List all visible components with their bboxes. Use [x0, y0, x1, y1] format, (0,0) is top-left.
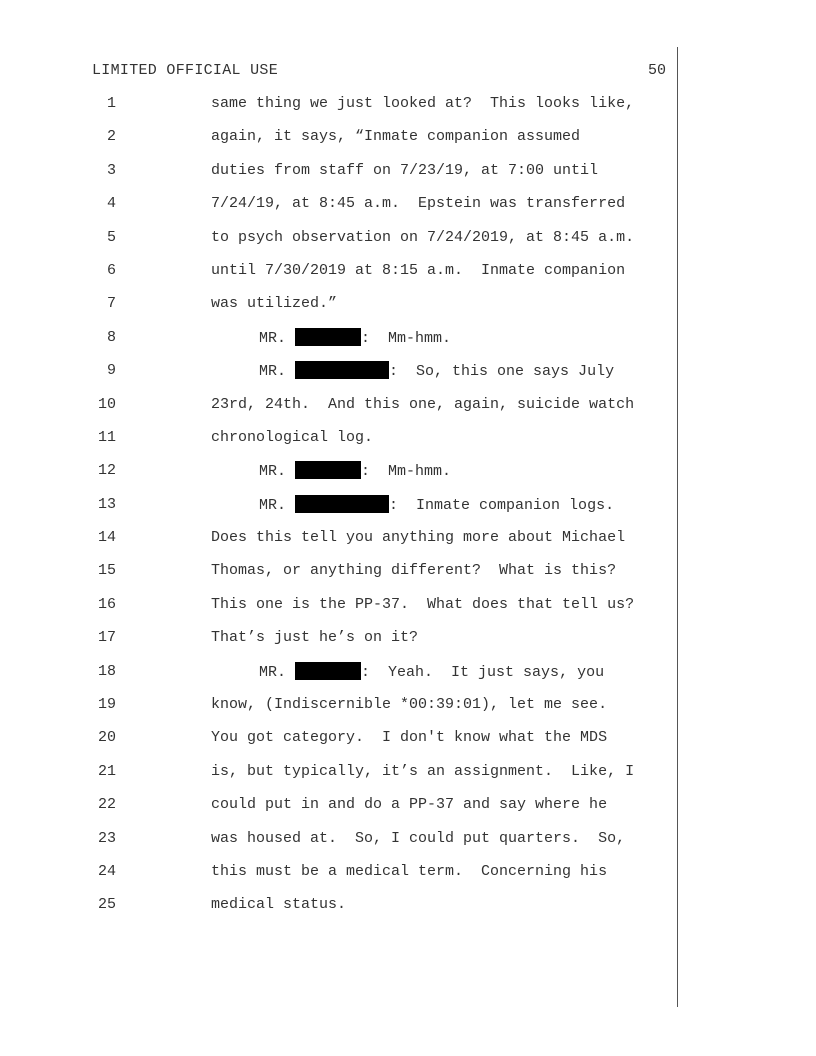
line-text: You got category. I don't know what the MDS — [211, 729, 608, 747]
speaker-title: MR. — [259, 496, 287, 514]
page-header — [92, 61, 666, 81]
transcript-line — [0, 361, 677, 394]
redaction-box — [295, 662, 361, 680]
line-number: 17 — [97, 629, 116, 647]
line-number: 2 — [106, 128, 116, 146]
speaker-text: : Inmate companion logs. — [389, 496, 615, 514]
line-number: 15 — [97, 562, 116, 580]
line-number: 24 — [97, 862, 116, 880]
transcript-line — [0, 795, 677, 828]
line-text: 7/24/19, at 8:45 a.m. Epstein was transferred — [211, 195, 626, 213]
line-number: 14 — [97, 529, 116, 547]
line-text: until 7/30/2019 at 8:15 a.m. Inmate companion — [211, 261, 626, 279]
line-number: 20 — [97, 729, 116, 747]
transcript-line — [0, 495, 677, 528]
speaker-title: MR. — [259, 363, 287, 381]
line-number: 18 — [97, 662, 116, 680]
transcript-line — [0, 461, 677, 494]
line-text: could put in and do a PP-37 and say where he — [211, 796, 608, 814]
transcript-line — [0, 194, 677, 227]
line-number: 8 — [106, 328, 116, 346]
line-text: was housed at. So, I could put quarters. So, — [211, 829, 626, 847]
transcript-line — [0, 895, 677, 928]
transcript-line — [0, 428, 677, 461]
line-number: 10 — [97, 395, 116, 413]
speaker-text: : Mm-hmm. — [361, 463, 452, 481]
speaker-text: : So, this one says July — [389, 363, 615, 381]
line-text: That’s just he’s on it? — [211, 629, 419, 647]
redaction-box — [295, 361, 389, 379]
transcript-line — [0, 294, 677, 327]
line-number: 7 — [106, 295, 116, 313]
line-number: 1 — [106, 95, 116, 112]
line-text: 23rd, 24th. And this one, again, suicide watch — [211, 395, 635, 413]
line-number: 21 — [97, 762, 116, 780]
transcript-body — [0, 94, 677, 929]
speaker-line — [259, 662, 604, 683]
speaker-line — [259, 361, 614, 382]
line-number: 11 — [97, 428, 116, 446]
transcript-line — [0, 161, 677, 194]
redaction-box — [295, 461, 361, 479]
transcript-line — [0, 127, 677, 160]
line-number: 5 — [106, 228, 116, 246]
margin-rule — [677, 47, 678, 1007]
transcript-line — [0, 695, 677, 728]
classification-marking: LIMITED OFFICIAL USE — [92, 62, 279, 79]
line-text: is, but typically, it’s an assignment. Like, I — [211, 762, 635, 780]
transcript-line — [0, 595, 677, 628]
line-number: 19 — [97, 696, 116, 714]
line-text: this must be a medical term. Concerning his — [211, 862, 608, 880]
transcript-line — [0, 728, 677, 761]
line-text: was utilized.” — [211, 295, 338, 313]
speaker-title: MR. — [259, 663, 287, 681]
transcript-line — [0, 628, 677, 661]
transcript-line — [0, 94, 677, 127]
line-text: chronological log. — [211, 428, 374, 446]
line-text: medical status. — [211, 896, 347, 914]
redaction-box — [295, 495, 389, 513]
transcript-line — [0, 862, 677, 895]
speaker-line — [259, 328, 451, 349]
line-text: again, it says, “Inmate companion assumed — [211, 128, 581, 146]
line-text: duties from staff on 7/23/19, at 7:00 until — [211, 161, 599, 179]
line-number: 6 — [106, 261, 116, 279]
transcript-line — [0, 228, 677, 261]
transcript-line — [0, 528, 677, 561]
line-number: 25 — [97, 896, 116, 914]
line-number: 9 — [106, 362, 116, 380]
speaker-text: : Yeah. It just says, you — [361, 663, 605, 681]
speaker-text: : Mm-hmm. — [361, 329, 452, 347]
line-number: 23 — [97, 829, 116, 847]
transcript-line — [0, 829, 677, 862]
line-number: 22 — [97, 796, 116, 814]
line-text: same thing we just looked at? This looks like, — [211, 95, 635, 112]
transcript-line — [0, 762, 677, 795]
line-number: 12 — [97, 462, 116, 480]
speaker-title: MR. — [259, 463, 287, 481]
speaker-line — [259, 495, 614, 516]
speaker-line — [259, 461, 451, 482]
line-number: 4 — [106, 195, 116, 213]
transcript-line — [0, 662, 677, 695]
line-text: This one is the PP-37. What does that tell us? — [211, 595, 635, 613]
line-text: to psych observation on 7/24/2019, at 8:45 a.m. — [211, 228, 635, 246]
line-text: Does this tell you anything more about Michael — [211, 529, 626, 547]
line-number: 16 — [97, 595, 116, 613]
line-number: 3 — [106, 161, 116, 179]
speaker-title: MR. — [259, 329, 287, 347]
transcript-line — [0, 561, 677, 594]
transcript-line — [0, 261, 677, 294]
redaction-box — [295, 328, 361, 346]
line-text: Thomas, or anything different? What is this? — [211, 562, 617, 580]
line-number: 13 — [97, 495, 116, 513]
transcript-line — [0, 328, 677, 361]
transcript-line — [0, 395, 677, 428]
page-number: 50 — [647, 62, 666, 79]
line-text: know, (Indiscernible *00:39:01), let me see. — [211, 696, 608, 714]
